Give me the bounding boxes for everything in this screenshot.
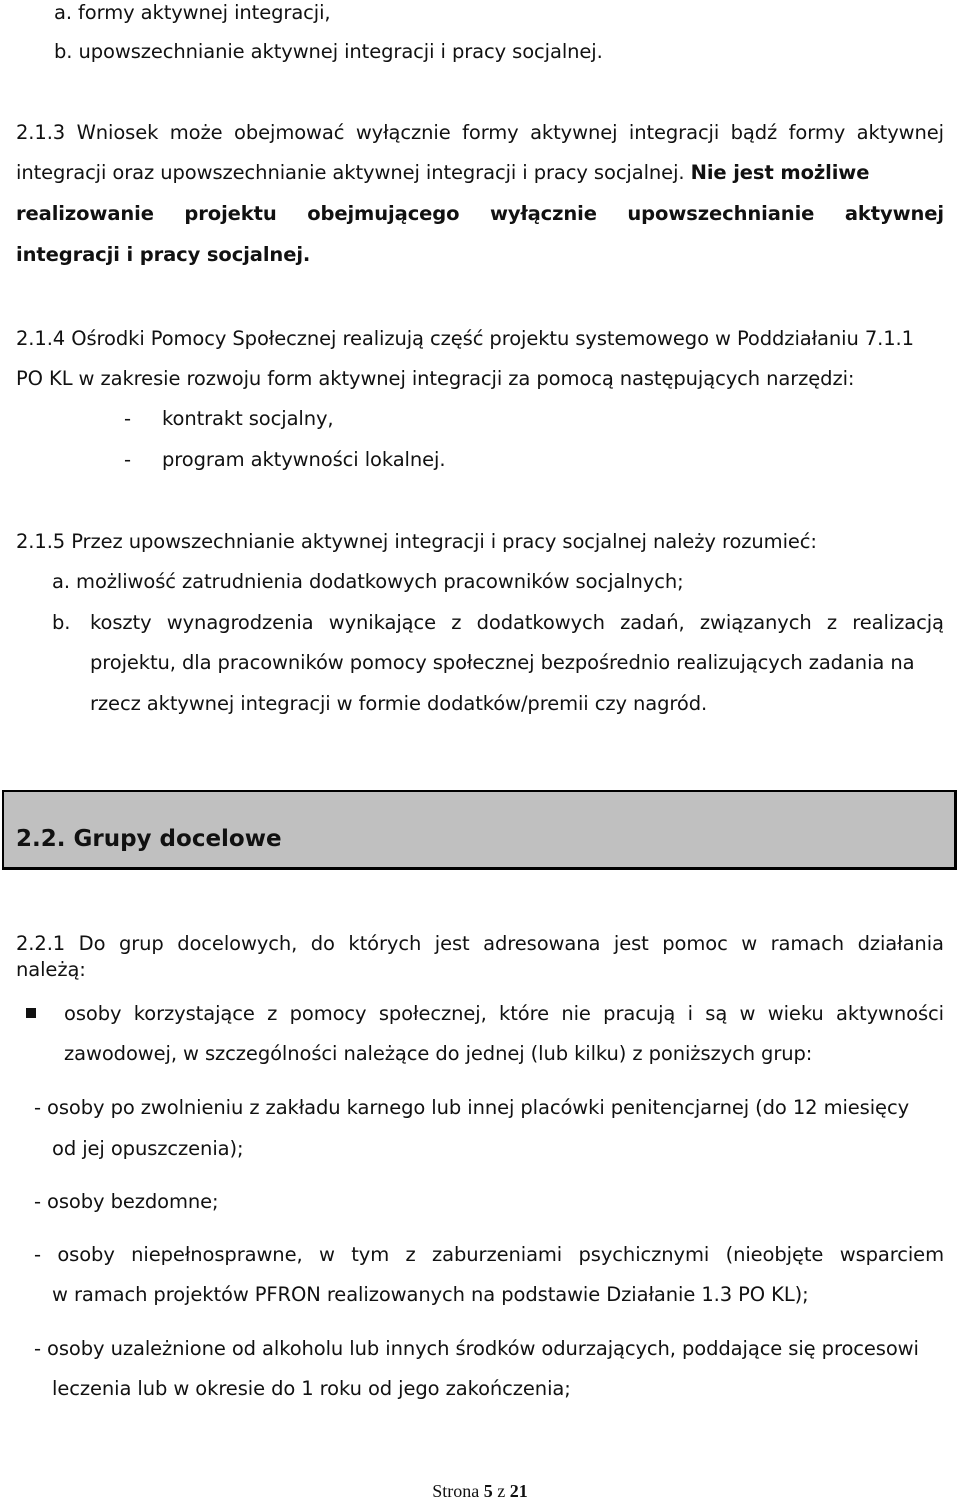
- paragraph-2-2-1-line: należą:: [16, 958, 86, 981]
- word: wyłącznie: [489, 202, 597, 225]
- list-item: program aktywności lokalnej.: [162, 448, 446, 471]
- word: bądź: [730, 121, 778, 144]
- word: 2.2.1: [16, 932, 66, 955]
- word: w: [739, 1002, 756, 1025]
- word: aktywnej: [844, 202, 944, 225]
- word: realizacją: [852, 611, 944, 634]
- word: Wniosek: [76, 121, 159, 144]
- word: (nieobjęte: [725, 1243, 824, 1266]
- word: niepełnosprawne,: [131, 1243, 303, 1266]
- emphasis-line: integracji i pracy socjalnej.: [16, 243, 311, 266]
- paragraph-2-2-1-line: [16, 931, 944, 957]
- word: z: [451, 611, 462, 634]
- list-item: kontrakt socjalny,: [162, 407, 334, 430]
- word: nie: [561, 1002, 591, 1025]
- word: wynikające: [328, 611, 436, 634]
- word: 2.1.3: [16, 121, 66, 144]
- word: Do: [78, 932, 106, 955]
- word: związanych: [699, 611, 812, 634]
- footer-page-number: 5: [483, 1481, 493, 1501]
- word: są: [705, 1002, 728, 1025]
- word: z: [826, 611, 838, 634]
- word: z: [267, 1002, 278, 1025]
- word: obejmującego: [307, 202, 460, 225]
- word: społecznej,: [378, 1002, 487, 1025]
- word: dodatkowych: [476, 611, 605, 634]
- word: zadań,: [620, 611, 685, 634]
- section-heading-box: [2, 790, 957, 870]
- group-item-line: od jej opuszczenia);: [52, 1137, 244, 1160]
- paragraph-text: integracji oraz upowszechnianie aktywnej integracji i pracy socjalnej.: [16, 161, 685, 184]
- word: których: [348, 932, 422, 955]
- word: zaburzeniami: [432, 1243, 563, 1266]
- word: ramach: [770, 932, 845, 955]
- dash-marker: -: [124, 448, 132, 471]
- group-item: - osoby uzależnione od alkoholu lub innych środków odurzających, poddające się procesowi: [34, 1337, 919, 1360]
- word: pomoc: [662, 932, 728, 955]
- word: wieku: [767, 1002, 824, 1025]
- word: jest: [434, 932, 470, 955]
- word: obejmować: [234, 121, 345, 144]
- word: osoby: [64, 1002, 122, 1025]
- group-item: - osoby po zwolnieniu z zakładu karnego lub innej placówki penitencjarnej (do 12 miesięcy: [34, 1096, 910, 1119]
- bullet-item: [64, 1001, 944, 1027]
- word: aktywnej: [530, 121, 618, 144]
- paragraph-2-1-4-line: PO KL w zakresie rozwoju form aktywnej integracji za pomocą następujących narzędzi:: [16, 367, 855, 390]
- list-item-b: b. upowszechnianie aktywnej integracji i pracy socjalnej.: [54, 40, 603, 63]
- word: formy: [788, 121, 846, 144]
- list-item-b-line: projektu, dla pracowników pomocy społecznej bezpośrednio realizujących zadania na: [90, 651, 915, 674]
- word: adresowana: [483, 932, 601, 955]
- word: korzystające: [133, 1002, 255, 1025]
- word: może: [169, 121, 223, 144]
- word: wsparciem: [839, 1243, 944, 1266]
- word: realizowanie: [16, 202, 154, 225]
- group-item-line: w ramach projektów PFRON realizowanych na podstawie Działanie 1.3 PO KL);: [52, 1283, 809, 1306]
- word: i: [687, 1002, 693, 1025]
- square-bullet-icon: [26, 1008, 36, 1018]
- word: -: [34, 1243, 41, 1266]
- word: osoby: [57, 1243, 115, 1266]
- list-marker-b: b.: [52, 611, 71, 634]
- word: psychicznymi: [578, 1243, 710, 1266]
- word: z: [405, 1243, 416, 1266]
- word: upowszechnianie: [627, 202, 815, 225]
- word: integracji: [628, 121, 720, 144]
- dash-marker: -: [124, 407, 132, 430]
- footer-page-total: 21: [509, 1481, 528, 1501]
- paragraph-2-1-5-line: 2.1.5 Przez upowszechnianie aktywnej integracji i pracy socjalnej należy rozumieć:: [16, 530, 817, 553]
- word: w: [318, 1243, 335, 1266]
- emphasis-line: [16, 201, 944, 227]
- word: pomocy: [289, 1002, 367, 1025]
- word: jest: [613, 932, 649, 955]
- word: grup: [118, 932, 164, 955]
- group-item-line: leczenia lub w okresie do 1 roku od jego zakończenia;: [52, 1377, 571, 1400]
- group-item: - osoby bezdomne;: [34, 1190, 219, 1213]
- word: wyłącznie: [355, 121, 451, 144]
- paragraph-2-1-3-line: [16, 160, 869, 186]
- word: aktywnej: [856, 121, 944, 144]
- list-item-a: a. formy aktywnej integracji,: [54, 1, 331, 24]
- paragraph-2-1-4-line: 2.1.4 Ośrodki Pomocy Społecznej realizują część projektu systemowego w Poddziałaniu 7.1.1: [16, 327, 914, 350]
- list-item-a: a. możliwość zatrudnienia dodatkowych pracowników socjalnych;: [52, 570, 684, 593]
- word: docelowych,: [177, 932, 298, 955]
- word: koszty: [90, 611, 152, 634]
- word: pracują: [603, 1002, 676, 1025]
- footer-prefix: Strona: [432, 1481, 484, 1501]
- word: formy: [462, 121, 519, 144]
- paragraph-2-1-3-line: [16, 120, 944, 146]
- word: do: [310, 932, 335, 955]
- word: aktywności: [836, 1002, 944, 1025]
- bullet-item-line: zawodowej, w szczególności należące do jednej (lub kilku) z poniższych grup:: [64, 1042, 813, 1065]
- footer-separator: z: [492, 1481, 510, 1501]
- word: projektu: [184, 202, 277, 225]
- word: w: [741, 932, 758, 955]
- word: działania: [857, 932, 944, 955]
- word: tym: [351, 1243, 390, 1266]
- word: które: [499, 1002, 549, 1025]
- word: wynagrodzenia: [166, 611, 314, 634]
- list-item-b-line: rzecz aktywnej integracji w formie dodatków/premii czy nagród.: [90, 692, 708, 715]
- list-item-b: [90, 610, 944, 636]
- emphasis-text: Nie jest możliwe: [690, 161, 870, 184]
- section-heading: 2.2. Grupy docelowe: [16, 826, 282, 852]
- group-item: [34, 1242, 944, 1268]
